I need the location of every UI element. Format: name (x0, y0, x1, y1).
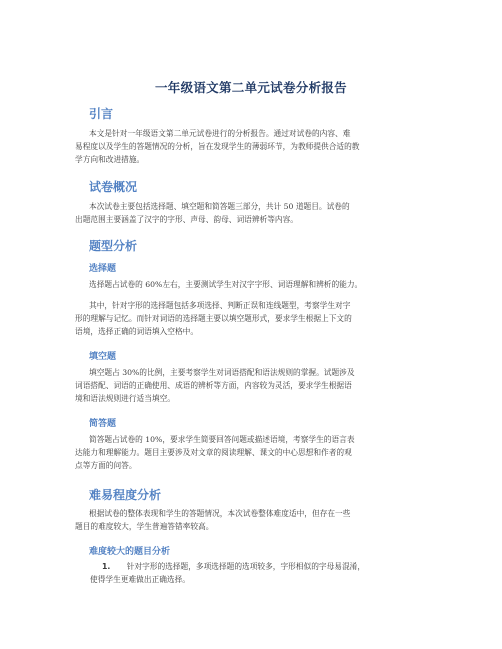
text-line: 选择题占试卷的 60%左右，主要测试学生对汉字字形、词语理解和辨析的能力。 (89, 280, 363, 289)
paragraph-short-answer (75, 433, 424, 472)
text-line: 学方向和改进措施。 (75, 155, 145, 164)
heading-short-answer: 简答题 (89, 419, 117, 429)
text-line: 语境，选择正确的词语填入空格中。 (75, 327, 199, 336)
text-line: 形的理解与记忆。而针对词语的选择题主要以填空题形式，要求学生根据上下文的 (75, 314, 352, 323)
text-line: 本文是针对一年级语文第二单元试卷进行的分析报告。通过对试卷的内容、难 (89, 129, 351, 138)
text-line: 使得学生更难做出正确选择。 (90, 575, 190, 584)
text-line: 点等方面的问答。 (75, 461, 137, 470)
text-line: 根据试卷的整体表现和学生的答题情况，本次试卷整体难度适中，但存在一些 (89, 509, 351, 518)
paragraph-choice-1 (89, 278, 424, 291)
text-line: 简答题占试卷的 10%，要求学生简要回答问题或描述语境，考察学生的语言表 (89, 435, 355, 444)
text-line: 词语搭配、词语的正确使用、成语的辨析等方面，内容较为灵活，要求学生根据语 (75, 381, 352, 390)
paragraph-overview (75, 200, 424, 226)
text-line: 其中，针对字形的选择题包括多项选择、判断正误和连线题型，考察学生对字 (89, 301, 351, 310)
heading-multiple-choice: 选择题 (89, 264, 117, 274)
document-title: 一年级语文第二单元试卷分析报告 (154, 80, 347, 95)
paragraph-fill (75, 366, 424, 405)
heading-overview: 试卷概况 (89, 180, 138, 194)
text-line: 达能力和理解能力。题目主要涉及对文章的阅读理解、课文的中心思想和作者的观 (75, 448, 352, 457)
list-item-line (89, 560, 424, 573)
text-line: 易程度以及学生的答题情况的分析，旨在发现学生的薄弱环节，为教师提供合适的教 (75, 142, 360, 151)
list-item-hard-1 (89, 560, 424, 586)
text-line: 针对字形的选择题，多项选择题的选项较多，字形相似的字母易混淆， (126, 562, 366, 571)
heading-difficulty: 难易程度分析 (89, 488, 162, 502)
heading-question-types: 题型分析 (89, 239, 138, 253)
text-line: 题目的难度较大，学生普遍答错率较高。 (75, 522, 214, 531)
heading-intro: 引言 (89, 107, 114, 121)
text-line: 境和语法规则进行适当填空。 (75, 394, 175, 403)
heading-fill-in-blank: 填空题 (89, 352, 117, 362)
paragraph-choice-2 (75, 299, 424, 338)
text-line: 填空题占 30%的比例，主要考察学生对词语搭配和语法规则的掌握。试题涉及 (89, 368, 355, 377)
paragraph-difficulty (75, 507, 424, 533)
text-line: 本次试卷主要包括选择题、填空题和简答题三部分，共计 50 道题目。试卷的 (89, 202, 350, 211)
list-item-number: 1. (102, 562, 111, 571)
text-line: 出题范围主要涵盖了汉字的字形、声母、韵母、词语辨析等内容。 (75, 215, 298, 224)
paragraph-intro (75, 127, 424, 166)
heading-hard-questions: 难度较大的题目分析 (89, 547, 171, 557)
